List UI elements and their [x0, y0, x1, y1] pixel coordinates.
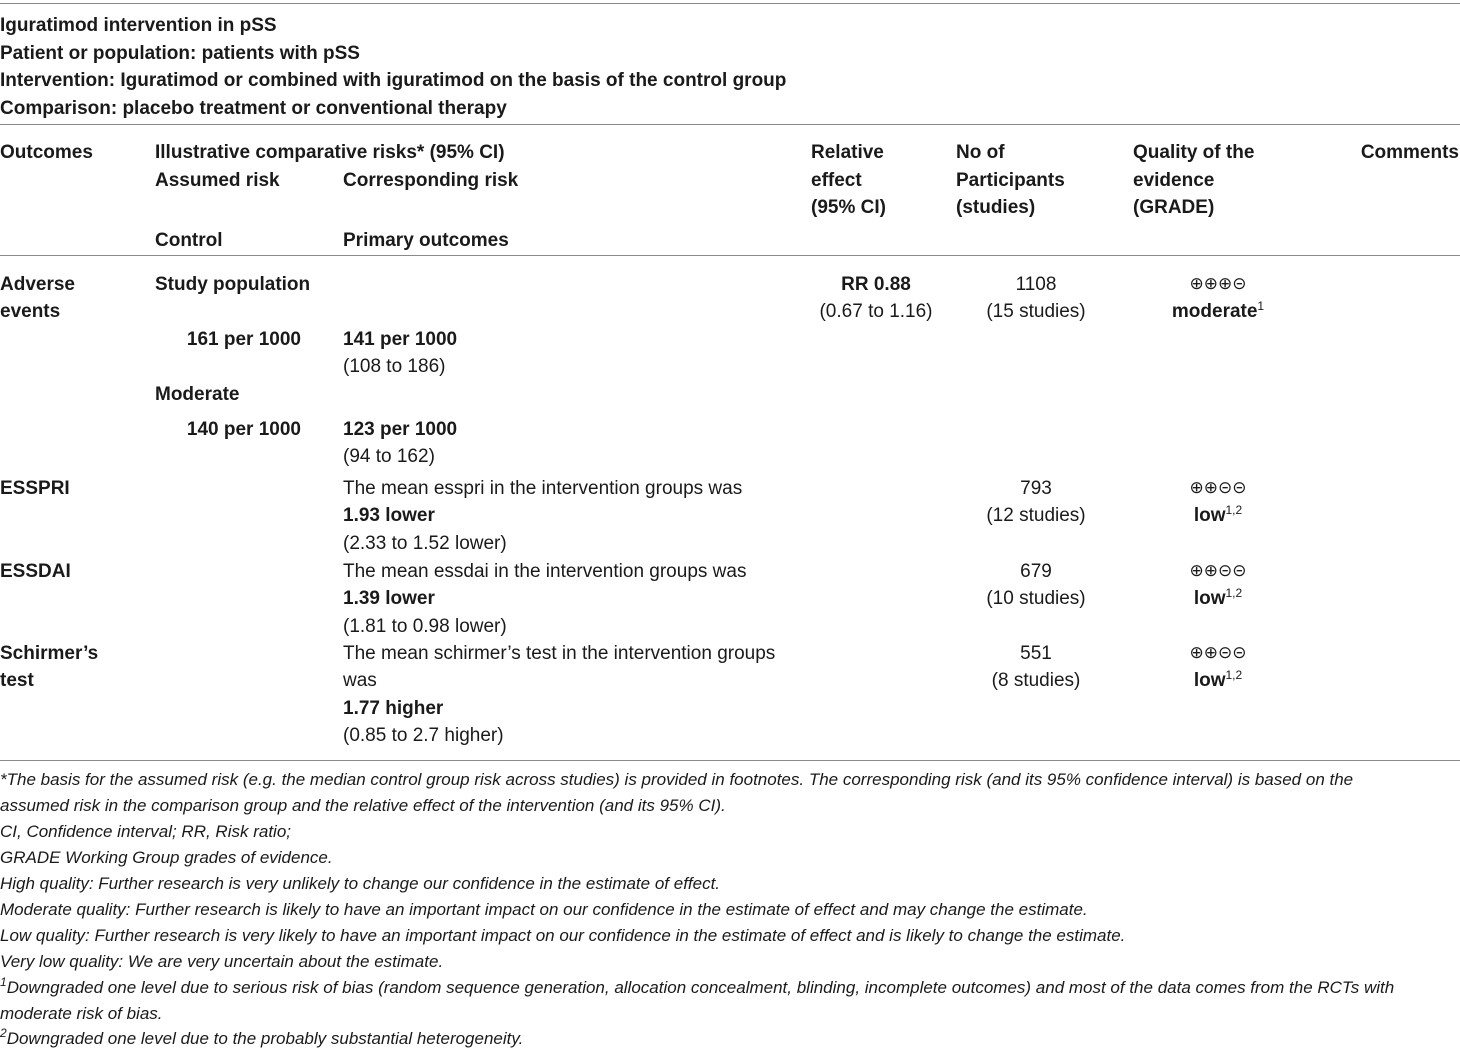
- top-rule: [0, 3, 1460, 4]
- grade-footnote-ref: 1,2: [1225, 503, 1243, 517]
- participants-adverse: 1108: [1015, 274, 1057, 295]
- grade-footnote-ref: 1: [1257, 299, 1265, 313]
- comparison-line: Comparison: placebo treatment or conventional therapy: [0, 98, 507, 119]
- relative-effect-adverse-ci: (0.67 to 1.16): [819, 301, 933, 322]
- grade-footnote-ref: 1,2: [1225, 668, 1243, 682]
- grade-symbols-essdai: ⊕⊕⊝⊝: [1189, 561, 1247, 581]
- grade-label-essdai: [1133, 585, 1303, 612]
- col-primary-outcomes: Primary outcomes: [343, 230, 509, 251]
- footnote-moderate-quality: Moderate quality: Further research is likely to have an important impact on our confidence in the estimate of effect and may change the estimate.: [0, 900, 1088, 919]
- col-control: Control: [155, 230, 223, 251]
- footnote-note-1: [0, 975, 1460, 1001]
- esspri-text: The mean esspri in the intervention groups was: [343, 478, 743, 499]
- footnote-abbreviations: CI, Confidence interval; RR, Risk ratio;: [0, 822, 291, 841]
- studies-essdai: (10 studies): [986, 588, 1086, 609]
- col-participants-3: (studies): [956, 197, 1036, 218]
- corresponding-risk-1: 141 per 1000: [343, 329, 458, 350]
- footnote-note-1-text: Downgraded one level due to serious risk of bias (random sequence generation, allocation concealment, blinding, incomplete outcomes) and most of the data comes from the RCTs with: [6, 978, 1395, 997]
- table-title: Iguratimod intervention in pSS: [0, 15, 277, 36]
- essdai-text: The mean essdai in the intervention groups was: [343, 561, 747, 582]
- group-study-population: Study population: [155, 274, 311, 295]
- footnote-basis-2: assumed risk in the comparison group and the relative effect of the intervention (and its 95% CI).: [0, 796, 726, 815]
- grade-label-esspri: [1133, 502, 1303, 529]
- col-quality-1: Quality of the: [1133, 142, 1255, 163]
- grade-label-text: moderate: [1171, 301, 1258, 322]
- grade-label-text: low: [1193, 670, 1226, 691]
- col-relative-2: effect: [811, 170, 862, 191]
- grade-label-text: low: [1193, 588, 1226, 609]
- corresponding-risk-2-ci: (94 to 162): [343, 446, 435, 467]
- col-participants-1: No of: [956, 142, 1005, 163]
- esspri-ci: (2.33 to 1.52 lower): [343, 533, 507, 554]
- esspri-value: 1.93 lower: [343, 505, 435, 526]
- grade-symbols-schirmer: ⊕⊕⊝⊝: [1189, 643, 1247, 663]
- studies-schirmer: (8 studies): [991, 670, 1081, 691]
- schirmer-text-1: The mean schirmer’s test in the intervention groups: [343, 643, 776, 664]
- outcome-adverse-1: Adverse: [0, 274, 75, 295]
- table-bottom-rule: [0, 760, 1460, 761]
- col-relative-1: Relative: [811, 142, 884, 163]
- footnote-note-2: [0, 1026, 1460, 1052]
- grade-symbols-adverse: ⊕⊕⊕⊝: [1189, 274, 1247, 294]
- schirmer-value: 1.77 higher: [343, 698, 444, 719]
- intervention-line: Intervention: Iguratimod or combined with iguratimod on the basis of the control group: [0, 70, 787, 91]
- col-assumed-risk: Assumed risk: [155, 170, 280, 191]
- footnote-basis-1: *The basis for the assumed risk (e.g. the median control group risk across studies) is provided in footnotes. The corresponding risk (and its 95% confidence interval) is based on the: [0, 770, 1354, 789]
- assumed-risk-1: 161 per 1000: [186, 329, 301, 350]
- outcome-adverse-2: events: [0, 301, 61, 322]
- col-quality-3: (GRADE): [1133, 197, 1215, 218]
- col-comments: Comments: [1360, 142, 1459, 163]
- col-quality-2: evidence: [1133, 170, 1215, 191]
- schirmer-text-2: was: [343, 670, 377, 691]
- studies-adverse: (15 studies): [986, 301, 1086, 322]
- outcome-essdai: ESSDAI: [0, 561, 71, 582]
- col-relative-3: (95% CI): [811, 197, 886, 218]
- footnote-marker-2: 2: [0, 1026, 7, 1040]
- corresponding-risk-1-ci: (108 to 186): [343, 356, 446, 377]
- footnote-note-1-cont: moderate risk of bias.: [0, 1004, 163, 1023]
- participants-schirmer: 551: [1020, 643, 1052, 664]
- col-corresponding-risk: Corresponding risk: [343, 170, 519, 191]
- outcome-esspri: ESSPRI: [0, 478, 70, 499]
- grade-footnote-ref: 1,2: [1225, 586, 1243, 600]
- assumed-risk-2: 140 per 1000: [186, 419, 301, 440]
- relative-effect-adverse: RR 0.88: [841, 274, 911, 295]
- grade-symbols-esspri: ⊕⊕⊝⊝: [1189, 478, 1247, 498]
- col-outcomes: Outcomes: [0, 142, 93, 163]
- group-moderate: Moderate: [155, 384, 240, 405]
- header-rule: [0, 124, 1460, 125]
- essdai-value: 1.39 lower: [343, 588, 435, 609]
- col-participants-2: Participants: [956, 170, 1065, 191]
- footnote-marker-1: 1: [0, 975, 7, 989]
- studies-esspri: (12 studies): [986, 505, 1086, 526]
- grade-label-adverse: [1133, 298, 1303, 325]
- footnote-note-2-text: Downgraded one level due to the probably substantial heterogeneity.: [6, 1029, 524, 1048]
- footnote-low-quality: Low quality: Further research is very likely to have an important impact on our confidence in the estimate of effect and is likely to change the estimate.: [0, 926, 1126, 945]
- grade-label-schirmer: [1133, 667, 1303, 694]
- outcome-schirmer-1: Schirmer’s: [0, 643, 99, 664]
- population-line: Patient or population: patients with pSS: [0, 43, 360, 64]
- column-header-rule: [0, 255, 1460, 256]
- grade-label-text: low: [1193, 505, 1226, 526]
- essdai-ci: (1.81 to 0.98 lower): [343, 616, 507, 637]
- footnote-very-low-quality: Very low quality: We are very uncertain about the estimate.: [0, 952, 444, 971]
- corresponding-risk-2: 123 per 1000: [343, 419, 458, 440]
- outcome-schirmer-2: test: [0, 670, 34, 691]
- footnote-high-quality: High quality: Further research is very unlikely to change our confidence in the estimate of effect.: [0, 874, 721, 893]
- col-risks: Illustrative comparative risks* (95% CI): [155, 142, 505, 163]
- schirmer-ci: (0.85 to 2.7 higher): [343, 725, 504, 746]
- participants-essdai: 679: [1020, 561, 1052, 582]
- footnote-grade-title: GRADE Working Group grades of evidence.: [0, 848, 333, 867]
- participants-esspri: 793: [1020, 478, 1052, 499]
